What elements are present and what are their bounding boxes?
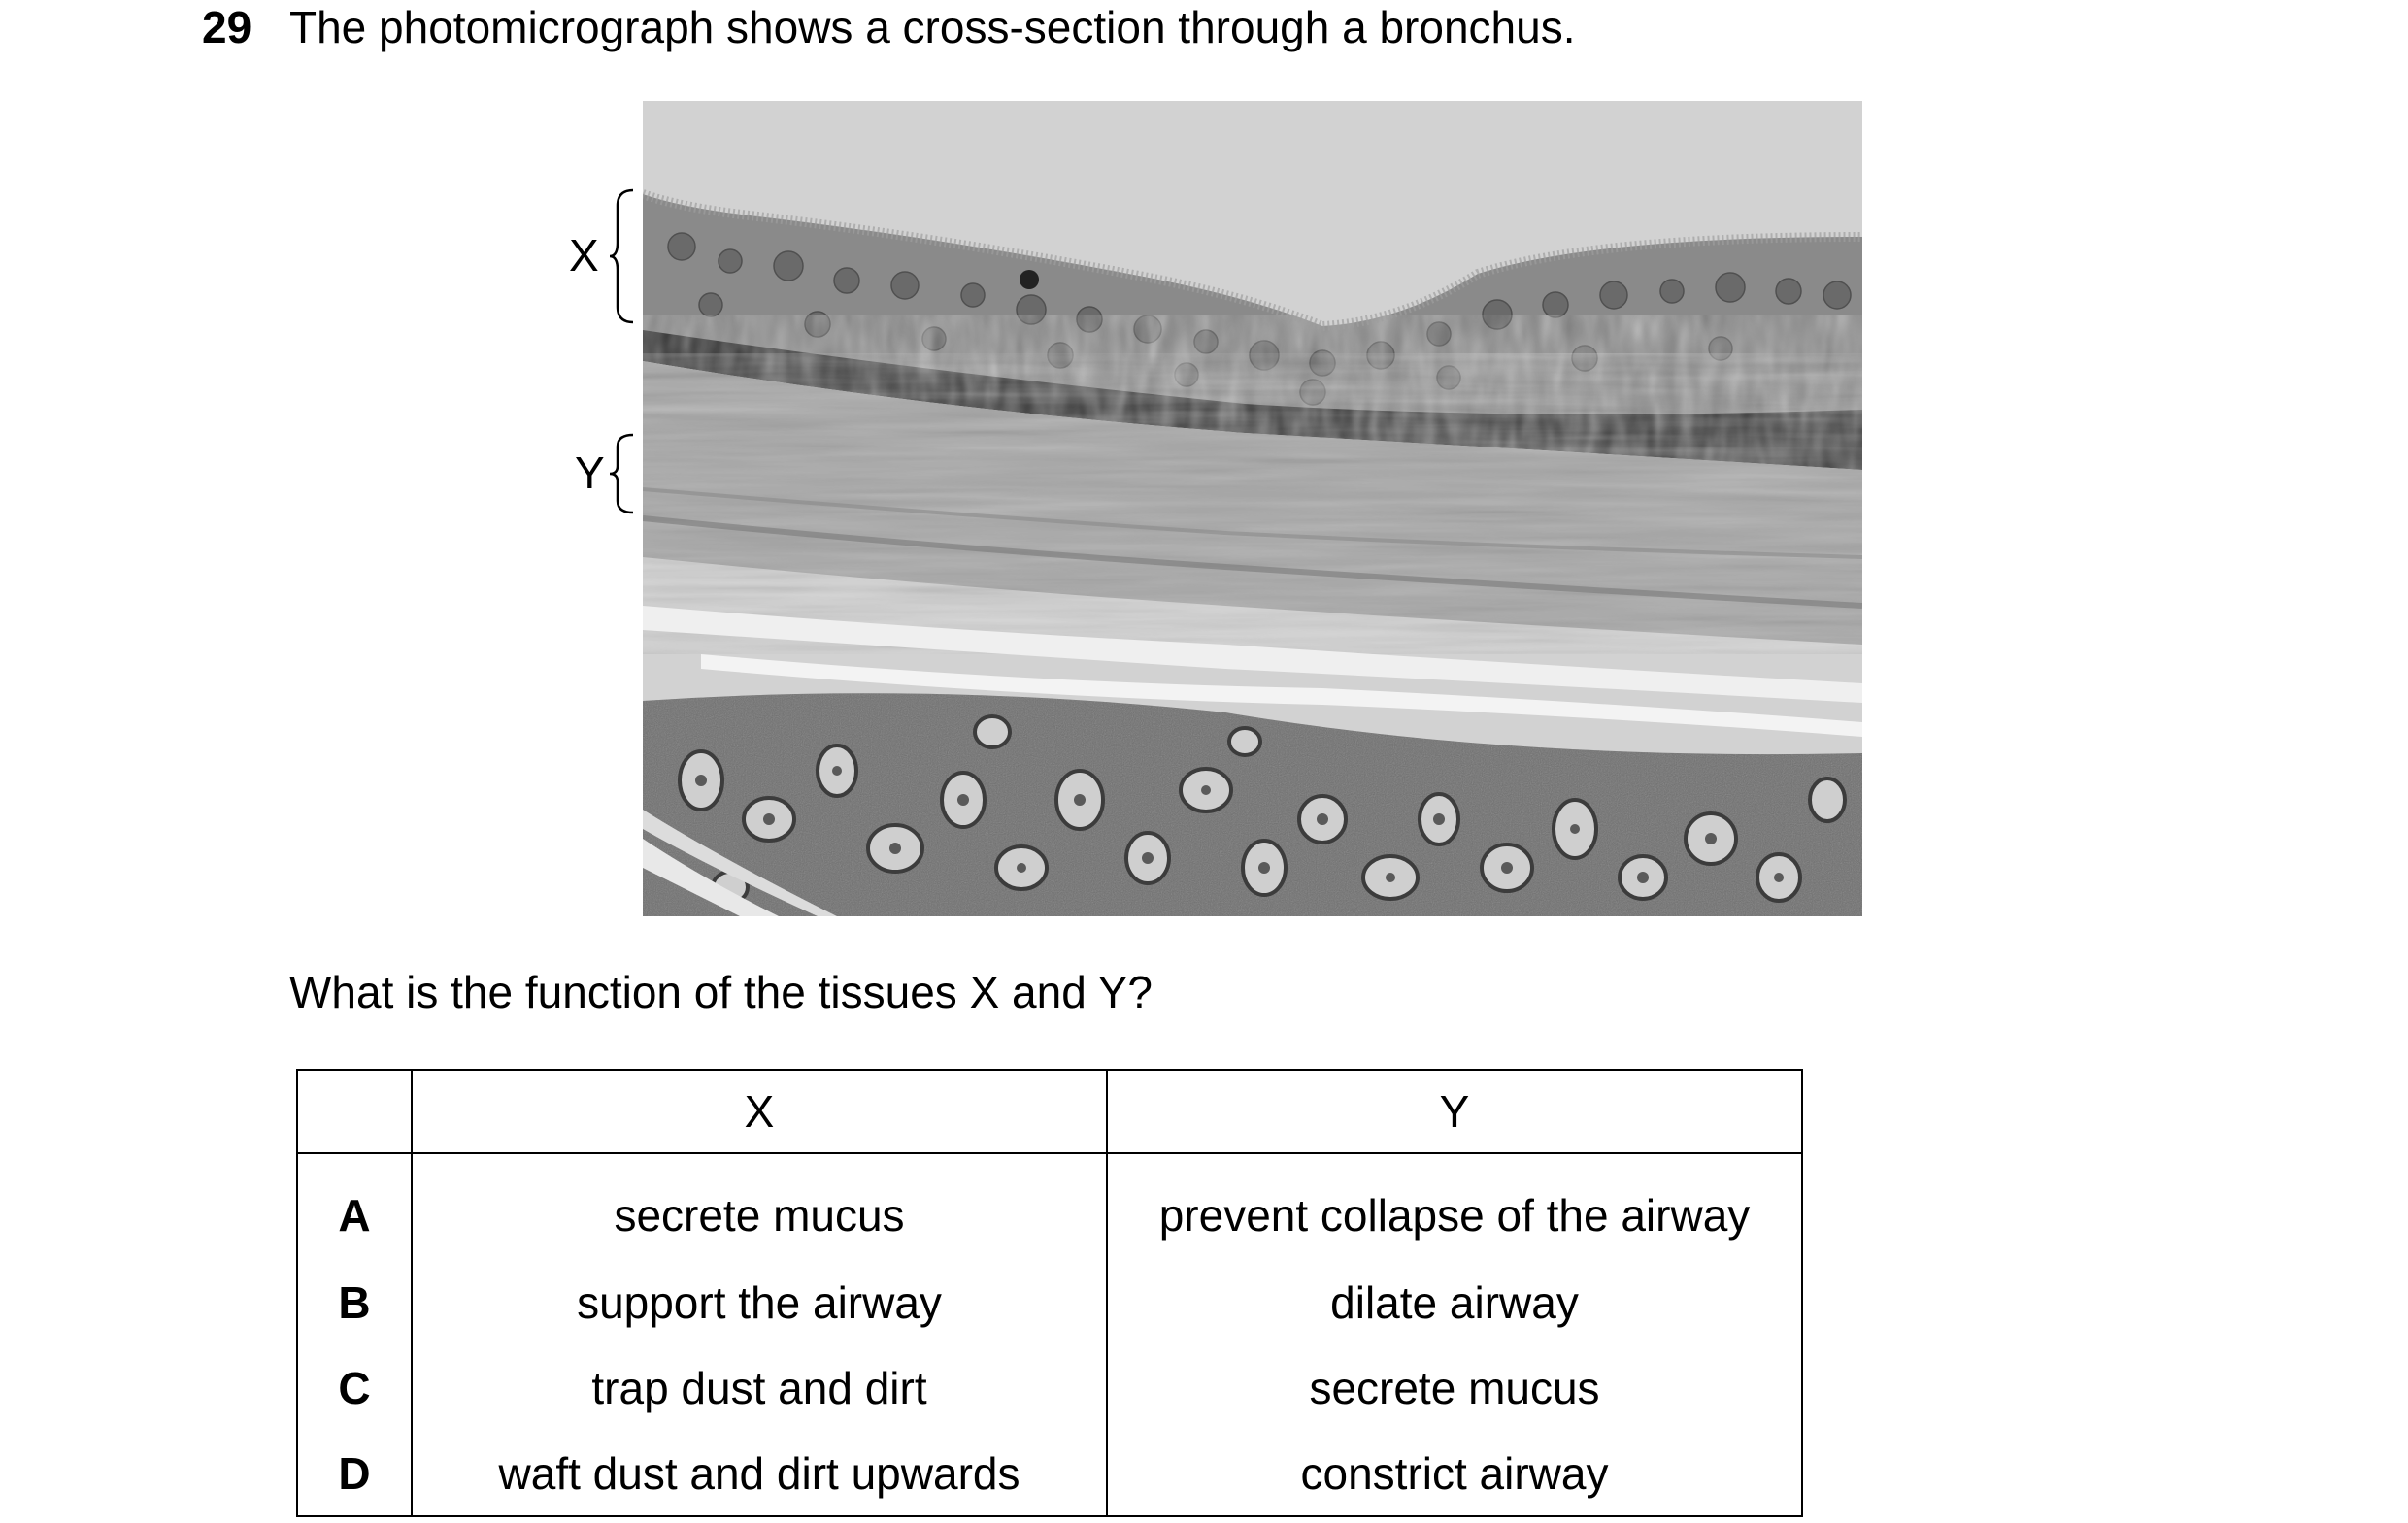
bronchus-photomicrograph xyxy=(643,101,1862,916)
answer-options-table xyxy=(296,1069,1803,1517)
question-number: 29 xyxy=(202,2,252,52)
option-x-function: secrete mucus xyxy=(412,1153,1107,1260)
option-row-a[interactable] xyxy=(297,1153,1802,1260)
header-y: Y xyxy=(1107,1070,1802,1153)
question-stem: The photomicrograph shows a cross-section through a bronchus. xyxy=(289,2,1576,52)
label-x: X xyxy=(569,230,599,281)
option-y-function: prevent collapse of the airway xyxy=(1107,1153,1802,1260)
option-row-b[interactable] xyxy=(297,1260,1802,1345)
brace-x-icon xyxy=(610,188,635,324)
option-row-d[interactable] xyxy=(297,1431,1802,1516)
option-x-function: trap dust and dirt xyxy=(412,1345,1107,1431)
option-row-c[interactable] xyxy=(297,1345,1802,1431)
option-x-function: support the airway xyxy=(412,1260,1107,1345)
option-y-function: dilate airway xyxy=(1107,1260,1802,1345)
option-y-function: secrete mucus xyxy=(1107,1345,1802,1431)
header-letter xyxy=(297,1070,412,1153)
header-x: X xyxy=(412,1070,1107,1153)
option-letter: A xyxy=(297,1153,412,1260)
option-letter: B xyxy=(297,1260,412,1345)
option-letter: D xyxy=(297,1431,412,1516)
option-y-function: constrict airway xyxy=(1107,1431,1802,1516)
option-letter: C xyxy=(297,1345,412,1431)
label-y: Y xyxy=(575,447,605,498)
brace-y-icon xyxy=(610,433,635,514)
option-x-function: waft dust and dirt upwards xyxy=(412,1431,1107,1516)
question-prompt: What is the function of the tissues X and Y? xyxy=(289,967,1154,1017)
